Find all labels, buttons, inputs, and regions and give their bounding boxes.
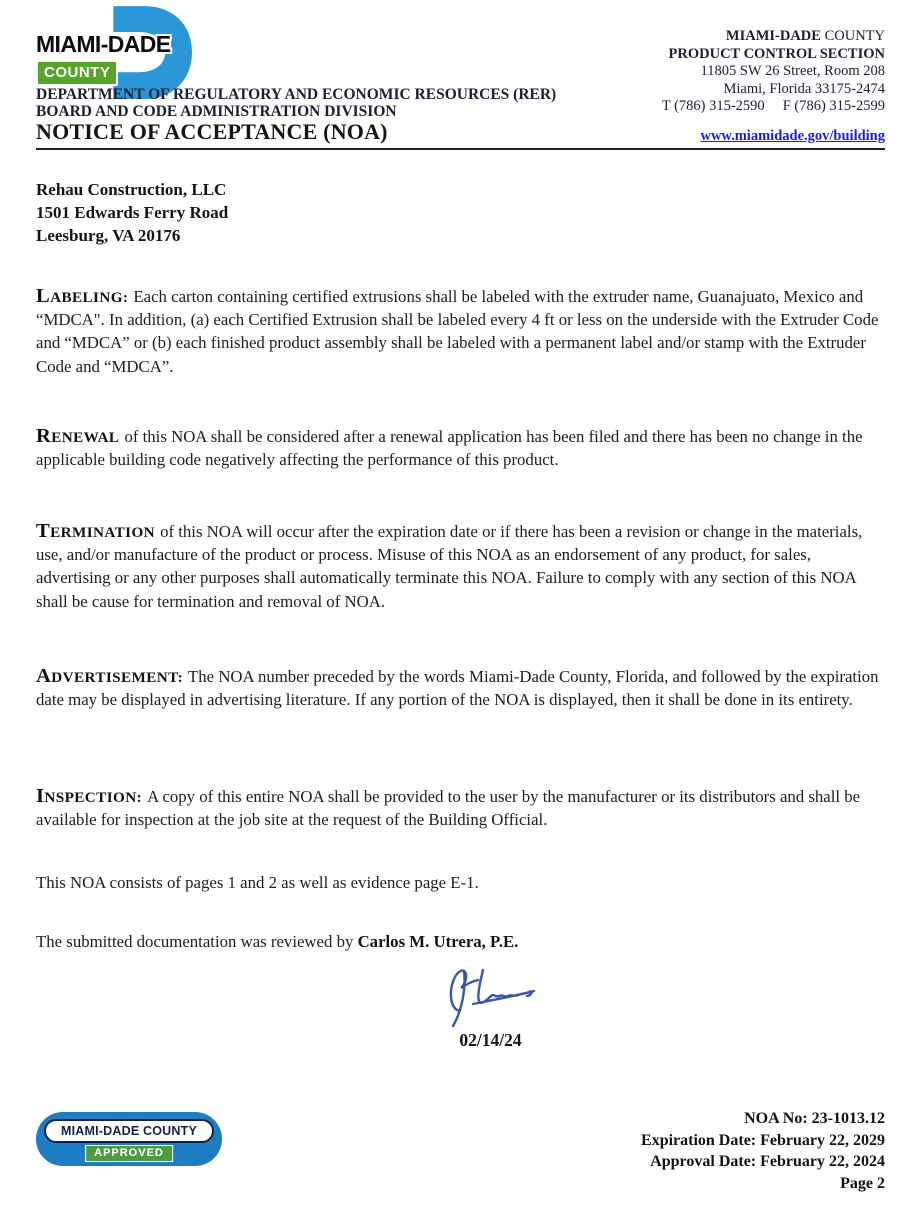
county-org-bold: MIAMI-DADE [725, 28, 821, 44]
page-number: Page 2 [840, 1174, 885, 1192]
building-website-link[interactable]: www.miamidade.gov/building [700, 127, 885, 144]
inspection-body: A copy of this entire NOA shall be provided to the user by the manufacturer or its distributors and shall be available for inspection at the job site at the request of the Building Official. [36, 787, 861, 830]
pages-note: This NOA consists of pages 1 and 2 as well as evidence page E-1. [36, 873, 479, 892]
applicant-address-block [36, 178, 228, 247]
document-title: NOTICE OF ACCEPTANCE (NOA) [36, 119, 388, 144]
advertisement-body: The NOA number preceded by the words Miami-Dade County, Florida, and followed by the expiration date may be displayed in advertising literature. If any portion of the NOA is displayed, then it shall be done in its entirety. [36, 667, 879, 710]
approval-date: Approval Date: February 22, 2024 [650, 1153, 885, 1170]
county-contact-block [662, 28, 885, 144]
county-label: COUNTY [36, 60, 118, 86]
noa-info-block [641, 1108, 885, 1194]
advertisement-heading: ADVERTISEMENT: [36, 665, 184, 687]
reviewer-name: Carlos M. Utrera, P.E. [357, 932, 519, 951]
section-advertisement [36, 665, 886, 711]
applicant-name: Rehau Construction, LLC [36, 180, 227, 199]
approved-stamp-approved-text: APPROVED [85, 1145, 173, 1162]
miami-dade-brand-text: MIAMI-DADE [36, 31, 171, 57]
signature-image [438, 964, 543, 1030]
approved-stamp [36, 1112, 222, 1166]
section-inspection [36, 785, 886, 831]
applicant-city-state: Leesburg, VA 20176 [36, 226, 181, 245]
phone-telephone: T (786) 315-2590 [661, 98, 765, 114]
contact-address-line-2: Miami, Florida 33175-2474 [723, 80, 885, 97]
section-renewal [36, 425, 886, 471]
renewal-body: of this NOA shall be considered after a renewal application has been filed and there has been no change in the applicable building code negatively affecting the performance of this product. [36, 427, 863, 470]
department-line-2: BOARD AND CODE ADMINISTRATION DIVISION [36, 103, 397, 120]
header-divider [36, 148, 885, 150]
applicant-street: 1501 Edwards Ferry Road [36, 203, 229, 222]
approved-stamp-county-text: MIAMI-DADE COUNTY [44, 1119, 214, 1143]
department-line-1: DEPARTMENT OF REGULATORY AND ECONOMIC RESOURCES (RER) [36, 86, 557, 103]
noa-number: NOA No: 23-1013.12 [744, 1110, 885, 1127]
contact-address-line-1: 11805 SW 26 Street, Room 208 [700, 63, 885, 79]
review-prefix: The submitted documentation was reviewed by [36, 932, 358, 951]
department-lines [36, 86, 556, 120]
section-labeling [36, 285, 886, 378]
section-termination [36, 520, 886, 613]
county-org-rest: COUNTY [820, 28, 885, 44]
termination-heading: TERMINATION [36, 520, 156, 542]
labeling-body: Each carton containing certified extrusions shall be labeled with the extruder name, Guanajuato, Mexico and “MDCA". In addition, (a) each Certified Extrusion shall be labeled every 4 ft or less on the underside with the Extruder Code and “MDCA” or (b) each finished product assembly shall be labeled with a permanent label and/or stamp with the Extruder Code and “MDCA”. [36, 287, 879, 376]
product-control-section-line: PRODUCT CONTROL SECTION [668, 45, 885, 62]
county-org-line [662, 28, 885, 45]
termination-body: of this NOA will occur after the expiration date or if there has been a revision or change in the materials, use, and/or manufacture of the product or process. Misuse of this NOA as an endorsement of any product, for sales, advertising or any other purposes shall automatically terminate this NOA. Failure to comply with any section of this NOA shall be cause for termination and removal of NOA. [36, 522, 863, 611]
signature-date: 02/14/24 [459, 1030, 522, 1050]
expiration-date: Expiration Date: February 22, 2029 [641, 1131, 885, 1149]
labeling-heading: LABELING: [36, 285, 129, 307]
inspection-heading: INSPECTION: [36, 785, 143, 807]
phone-fax: F (786) 315-2599 [782, 98, 885, 114]
contact-phone-line [662, 98, 885, 115]
review-line [36, 932, 518, 952]
renewal-heading: RENEWAL [36, 425, 120, 447]
